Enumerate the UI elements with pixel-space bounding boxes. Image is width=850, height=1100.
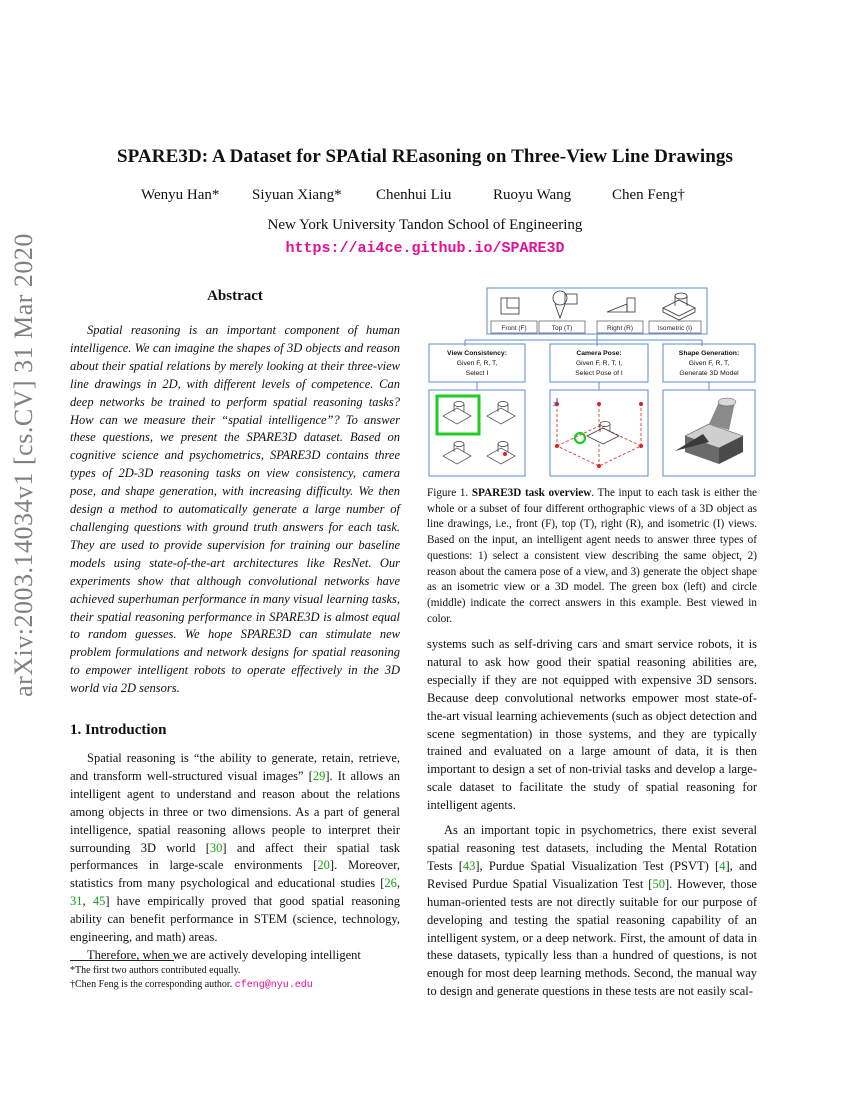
abstract-text: Spatial reasoning is an important component of human intelligence. We can imagine the shapes of 3D objects and reason about their spatial relations by merely looking at their three-view line drawings in 2D, with different levels of competence. Can deep networks be trained to perform spatial reasoning tasks? How can we measure their “spatial intelligence”? To answer these questions, we present the SPARE3D dataset. Based on cognitive science and psychometrics, SPARE3D contains three types of 2D-3D reasoning tasks on view consistency, camera pose, and shape generation, with increasing difficulty. We then design a method to automatically generate a large number of challenging questions with ground truth answers for each task. They are used to provide supervision for training our baseline models using state-of-the-art architectures like ResNet. Our experiments show that although convolutional networks have achieved superhuman performance in many visual learning tasks, their spatial reasoning performance in SPARE3D is almost equal to random guesses. We hope SPARE3D can stimulate new problem formulations and network designs for spatial reasoning to empower intelligent robots to operate effectively in the 3D world via 2D sensors.	[70, 323, 400, 696]
candidate-isometric-2	[487, 402, 515, 425]
isometric-view-drawing	[663, 293, 695, 320]
author: Siyuan Xiang*	[252, 187, 342, 203]
paper-title: SPARE3D: A Dataset for SPAtial REasoning on Three-View Line Drawings	[116, 146, 734, 167]
footnote: †Chen Feng is the corresponding author. cfeng@nyu.edu	[70, 978, 313, 991]
footnote-rule	[70, 960, 174, 961]
generated-3d-model	[675, 398, 743, 464]
intro-body	[70, 750, 400, 965]
task-output: Generate 3D Model	[679, 370, 739, 377]
citation-link[interactable]: 50	[652, 876, 665, 891]
candidate-isometric-3	[443, 442, 471, 465]
project-url-link[interactable]: https://ai4ce.github.io/SPARE3D	[285, 240, 565, 257]
axis-label: z	[553, 402, 556, 408]
view-label-right: Right (R)	[606, 325, 634, 332]
right-column-body	[427, 636, 757, 1001]
citation-link[interactable]: 43	[462, 858, 476, 873]
footnotes	[70, 964, 410, 992]
intro-paragraph: Spatial reasoning is “the ability to generate, retain, retrieve, and transform well-structured visual images” [29]. It allows an intelligent agent to understand and reason about the relations among objects in three or two dimensions. As a part of general intelligence, spatial reasoning allows people to interpret their surrounding 3D world [30] and affect their spatial task performances in large-scale environments [20]. Moreover, statistics from many psychological and educational studies [26, 31, 45] have empirically proved that good spatial reasoning ability can benefit performance in STEM (science, technology, engineering, and math) areas.	[70, 751, 400, 945]
task-name: View Consistency:	[447, 350, 507, 357]
candidate-isometric-4	[487, 442, 515, 465]
citation-link[interactable]: 26	[384, 876, 397, 891]
author: Wenyu Han*	[141, 187, 220, 203]
task-input: Given F, R, T, I,	[575, 360, 623, 367]
correct-answer-circle	[575, 433, 585, 443]
email-link[interactable]: cfeng@nyu.edu	[234, 979, 313, 991]
task-input: Given F, R, T,	[688, 360, 730, 367]
abstract-heading: Abstract	[207, 288, 263, 304]
author: Chenhui Liu	[376, 187, 452, 203]
figure-1-caption: Figure 1. SPARE3D task overview. The input to each task is either the whole or a subset of four different orthographic views of a 3D object as line drawings, i.e., front (F), top (T), right (R), and isometric (I) views. Based on the input, an intelligent agent needs to answer three types of questions: 1) select a consistent view describing the same object, 2) reason about the camera pose of a view, and 3) generate the object shape as an isometric view or a 3D model. The green box (left) and circle (middle) indicate the correct answers in this example. Best viewed in color.	[427, 487, 757, 625]
citation-link[interactable]: 45	[92, 894, 106, 909]
citation-link[interactable]: 20	[317, 858, 330, 873]
task-name: Camera Pose:	[576, 350, 622, 357]
citation-link[interactable]: 29	[312, 768, 326, 783]
task-input: Given F, R, T,	[456, 360, 498, 367]
affiliation: New York University Tandon School of Engineering	[267, 217, 583, 233]
author: Ruoyu Wang	[493, 187, 572, 203]
task-output: Select I	[465, 370, 489, 377]
top-view-drawing	[553, 291, 577, 318]
task-name: Shape Generation:	[678, 350, 740, 357]
citation-link[interactable]: 31	[70, 894, 83, 909]
arxiv-identifier: arXiv:2003.14034v1 [cs.CV] 31 Mar 2020	[9, 233, 38, 697]
author: Chen Feng†	[612, 187, 685, 203]
task-output: Select Pose of I	[575, 370, 623, 377]
footnote: *The first two authors contributed equally.	[70, 965, 241, 976]
view-label-front: Front (F)	[501, 325, 527, 332]
citation-link[interactable]: 30	[209, 840, 223, 855]
intro-paragraph: Therefore, when we are actively developing intelligent	[87, 947, 361, 962]
right-view-drawing	[607, 298, 635, 312]
citation-link[interactable]: 4	[719, 858, 726, 873]
intro-heading: 1. Introduction	[70, 722, 167, 738]
figure-1-overview	[427, 286, 757, 478]
candidate-isometric-1	[443, 402, 471, 425]
view-label-isometric: Isometric (I)	[657, 325, 693, 332]
camera-pose-diagram	[553, 398, 643, 468]
view-label-top: Top (T)	[551, 325, 573, 332]
body-paragraph: systems such as self-driving cars and smart service robots, it is natural to ask how good their spatial reasoning abilities are, especially if they are not equipped with expensive 3D sensors. Because deep convolutional networks empower most state-of-the-art visual learning achievements (such as object detection and scene segmentation) in those systems, and they are typically trained and evaluated on a large amount of data, it is then important to design a set of non-trivial tasks and develop a large-scale dataset to facilitate the study of spatial reasoning for intelligent agents.	[427, 637, 757, 813]
front-view-drawing	[501, 298, 519, 314]
body-paragraph: As an important topic in psychometrics, there exist several spatial reasoning test datasets, including the Mental Rotation Tests [43], Purdue Spatial Visualization Test (PSVT) [4], and Revised Purdue Spatial Visualization Test [50]. However, those human-oriented tests are not directly suitable for our purpose of developing and testing the spatial reasoning capability of an intelligent system, or a deep network. First, the amount of data in these datasets, typically less than a hundred of questions, is not enough for most deep learning methods. Second, the manual way to design and generate questions in these tests are not easily scal-	[427, 823, 757, 999]
